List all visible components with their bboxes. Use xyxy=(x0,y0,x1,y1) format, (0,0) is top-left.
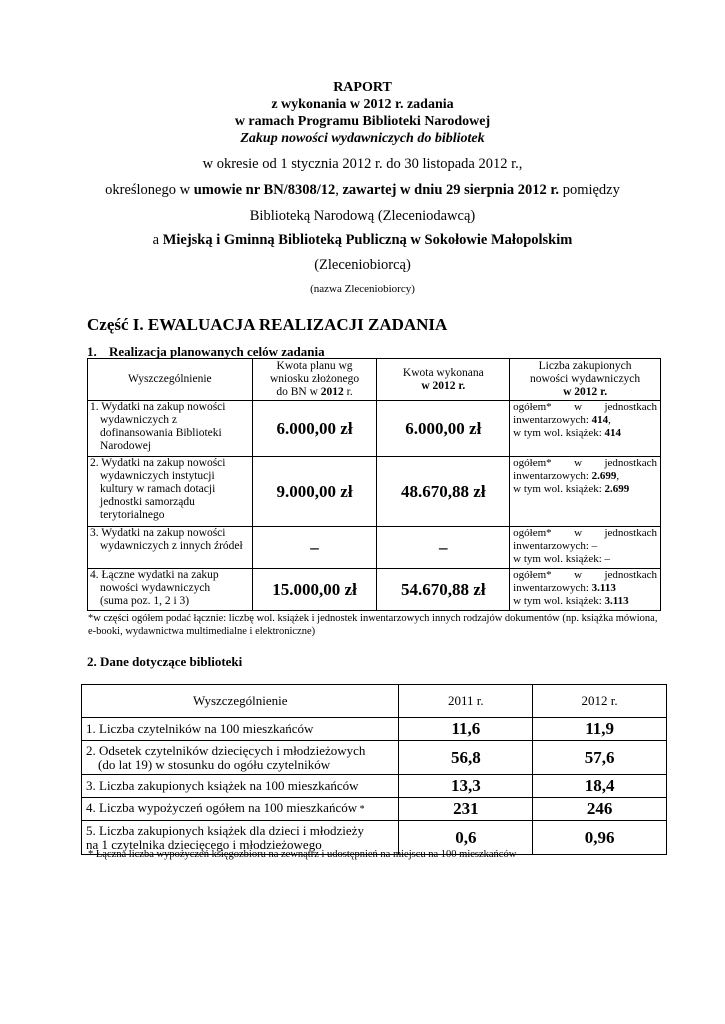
header-text: wniosku złożonego xyxy=(270,373,360,385)
header-text: Wyszczególnienie xyxy=(128,373,212,385)
desc-line: terytorialnego xyxy=(100,509,165,521)
header-text: w 2012 r. xyxy=(563,386,608,398)
value-2011: 0,6 xyxy=(399,821,533,855)
report-program: w ramach Programu Biblioteki Narodowej xyxy=(234,114,491,129)
inv-word: jednostkach xyxy=(604,569,657,581)
header-cell: 2011 r. xyxy=(399,685,533,718)
table-row xyxy=(88,401,661,457)
contract-separator: , xyxy=(335,182,343,198)
header-text: nowości wydawniczych xyxy=(529,373,641,385)
inventory-cell xyxy=(510,401,661,457)
inv-value: 414 xyxy=(591,414,609,426)
inv-text: inwentarzowych: xyxy=(513,582,592,594)
inv-line xyxy=(513,595,657,608)
library-data-table xyxy=(81,684,667,855)
subsection-label: Realizacja planowanych celów zadania xyxy=(109,344,325,359)
header-cell xyxy=(252,359,377,401)
desc-line: kultury w ramach dotacji xyxy=(100,483,216,495)
inv-line xyxy=(513,582,657,595)
inv-text: , xyxy=(616,470,620,482)
label-line: 5. Liczba zakupionych książek dla dzieci i młodzieży xyxy=(86,822,364,838)
header-text-part: r. xyxy=(343,386,353,398)
done-amount: – xyxy=(377,527,510,569)
inv-line xyxy=(513,401,657,414)
header-text-part: do BN w xyxy=(276,386,321,398)
table-row xyxy=(88,569,661,611)
row-label: 3. Liczba zakupionych książek na 100 mieszkańców xyxy=(82,775,399,798)
plan-amount: 6.000,00 zł xyxy=(252,401,377,457)
desc-line: wydawniczych instytucji xyxy=(100,470,215,482)
inv-word: ogółem* xyxy=(513,527,552,539)
done-amount: 54.670,88 zł xyxy=(377,569,510,611)
value-2011: 231 xyxy=(399,798,533,821)
table-row xyxy=(82,741,667,775)
inv-word: jednostkach xyxy=(604,401,657,413)
inventory-cell xyxy=(510,457,661,527)
desc-line: wydawniczych z xyxy=(100,414,177,426)
inv-word: w xyxy=(574,457,583,469)
inv-line xyxy=(513,483,657,496)
table-row xyxy=(88,457,661,527)
desc-line: 2. Wydatki na zakup nowości xyxy=(90,457,226,469)
inventory-cell xyxy=(510,527,661,569)
desc-line: Narodowej xyxy=(100,440,152,452)
inv-line: w tym wol. książek: – xyxy=(513,553,611,565)
contract-text: określonego w xyxy=(105,182,194,198)
inventory-cell xyxy=(510,569,661,611)
header-year: 2012 xyxy=(320,386,344,398)
inv-value: 3.113 xyxy=(604,595,629,607)
footnote-goals: *w części ogółem podać łącznie: liczbę wol. książek i jednostek inwentarzowych innych rodzajów dokumentów (np. książka mówiona, e-booki, wydawnictwa multimedialne i elektroniczne) xyxy=(88,613,658,637)
row-description xyxy=(88,527,253,569)
plan-amount: – xyxy=(252,527,377,569)
value-2011: 56,8 xyxy=(399,741,533,775)
inv-value: 3.113 xyxy=(591,582,616,594)
inv-value: 2.699 xyxy=(604,483,630,495)
report-name-note: (nazwa Zleceniobiorcy) xyxy=(310,283,415,295)
header-text: Kwota planu wg xyxy=(276,360,353,372)
desc-line: 4. Łączne wydatki na zakup xyxy=(90,569,219,581)
done-amount: 6.000,00 zł xyxy=(377,401,510,457)
header-text: w 2012 r. xyxy=(421,379,466,392)
report-task-name: Zakup nowości wydawniczych do bibliotek xyxy=(240,131,485,146)
report-contractee-role: (Zleceniobiorcą) xyxy=(314,257,411,273)
header-text: Liczba zakupionych xyxy=(538,360,632,372)
row-label xyxy=(82,741,399,775)
label-line: 2. Odsetek czytelników dziecięcych i młodzieżowych xyxy=(86,742,366,758)
header-cell xyxy=(377,359,510,401)
section-title: Część I. EWALUACJA REALIZACJI ZADANIA xyxy=(87,315,448,334)
inv-word: ogółem* xyxy=(513,569,552,581)
header-cell: 2012 r. xyxy=(533,685,667,718)
inv-line xyxy=(513,427,657,440)
row-description xyxy=(88,457,253,527)
inv-word: w xyxy=(574,401,583,413)
inv-text: inwentarzowych: xyxy=(513,470,592,482)
table-header-row xyxy=(88,359,661,401)
inv-text: inwentarzowych: xyxy=(513,414,592,426)
value-2012: 18,4 xyxy=(533,775,667,798)
header-cell: Wyszczególnienie xyxy=(82,685,399,718)
contract-number: umowie nr BN/8308/12 xyxy=(193,182,336,198)
inv-line xyxy=(513,569,657,582)
subsection-title: 2. Dane dotyczące biblioteki xyxy=(87,654,243,669)
inv-word: ogółem* xyxy=(513,401,552,413)
contract-between: pomiędzy xyxy=(559,182,620,198)
inv-line xyxy=(513,414,657,427)
desc-line: nowości wydawniczych xyxy=(100,582,211,594)
inv-line xyxy=(513,457,657,470)
desc-line: (suma poz. 1, 2 i 3) xyxy=(100,595,190,607)
label-line: (do lat 19) w stosunku do ogółu czytelników xyxy=(98,756,331,772)
done-amount: 48.670,88 zł xyxy=(377,457,510,527)
report-title: RAPORT xyxy=(333,80,392,95)
table-row xyxy=(82,718,667,741)
inv-word: w xyxy=(574,569,583,581)
footnote-library: * Łączna liczba wypożyczeń księgozbioru na zewnątrz i udostępnień na miejscu na 100 mieszkańców xyxy=(88,849,517,860)
inv-value: 414 xyxy=(604,427,622,439)
inv-text: w tym wol. książek: xyxy=(513,483,605,495)
report-subtitle: z wykonania w 2012 r. zadania xyxy=(271,97,454,112)
contract-date: zawartej w dniu 29 sierpnia 2012 r. xyxy=(342,182,560,198)
plan-amount: 9.000,00 zł xyxy=(252,457,377,527)
value-2012: 57,6 xyxy=(533,741,667,775)
label-text: 4. Liczba wypożyczeń ogółem na 100 mieszkańców xyxy=(86,800,358,815)
row-label: 1. Liczba czytelników na 100 mieszkańców xyxy=(82,718,399,741)
inv-line xyxy=(513,527,657,540)
report-contract xyxy=(0,182,725,199)
header-text xyxy=(253,386,377,399)
desc-line: 1. Wydatki na zakup nowości xyxy=(90,401,226,413)
row-description xyxy=(88,569,253,611)
footnote-mark: * xyxy=(357,804,365,815)
report-period: w okresie od 1 stycznia 2012 r. do 30 listopada 2012 r., xyxy=(202,156,523,172)
value-2012: 0,96 xyxy=(533,821,667,855)
inv-word: jednostkach xyxy=(604,527,657,539)
table-row xyxy=(82,798,667,821)
label-line: na 1 czytelnika dziecięcego i młodzieżowego xyxy=(86,836,322,852)
plan-amount: 15.000,00 zł xyxy=(252,569,377,611)
inv-line xyxy=(513,470,657,483)
inv-word: w xyxy=(574,527,583,539)
desc-line: wydawniczych z innych źródeł xyxy=(100,540,243,552)
contractee-prefix: a xyxy=(152,232,163,248)
inv-value: 2.699 xyxy=(591,470,617,482)
row-description xyxy=(88,401,253,457)
report-contractor: Biblioteką Narodową (Zleceniodawcą) xyxy=(249,208,476,224)
report-contractee xyxy=(0,232,725,249)
inv-text: w tym wol. książek: xyxy=(513,427,605,439)
subsection-number: 1. xyxy=(87,344,97,359)
header-cell xyxy=(510,359,661,401)
value-2011: 13,3 xyxy=(399,775,533,798)
desc-line: dofinansowania Biblioteki xyxy=(100,427,222,439)
desc-line: jednostki samorządu xyxy=(100,496,195,508)
value-2011: 11,6 xyxy=(399,718,533,741)
contractee-name: Miejską i Gminną Biblioteką Publiczną w Sokołowie Małopolskim xyxy=(162,232,573,248)
inv-word: jednostkach xyxy=(604,457,657,469)
inv-word: ogółem* xyxy=(513,457,552,469)
inv-text: , xyxy=(608,414,611,426)
goals-table xyxy=(87,358,661,611)
desc-line: 3. Wydatki na zakup nowości xyxy=(90,527,226,539)
row-label xyxy=(82,798,399,821)
header-text: Kwota wykonana xyxy=(402,366,484,379)
table-row xyxy=(88,527,661,569)
table-header-row xyxy=(82,685,667,718)
inv-text: w tym wol. książek: xyxy=(513,595,605,607)
table-row xyxy=(82,775,667,798)
value-2012: 11,9 xyxy=(533,718,667,741)
value-2012: 246 xyxy=(533,798,667,821)
inv-line: inwentarzowych: – xyxy=(513,540,598,552)
header-cell xyxy=(88,359,253,401)
